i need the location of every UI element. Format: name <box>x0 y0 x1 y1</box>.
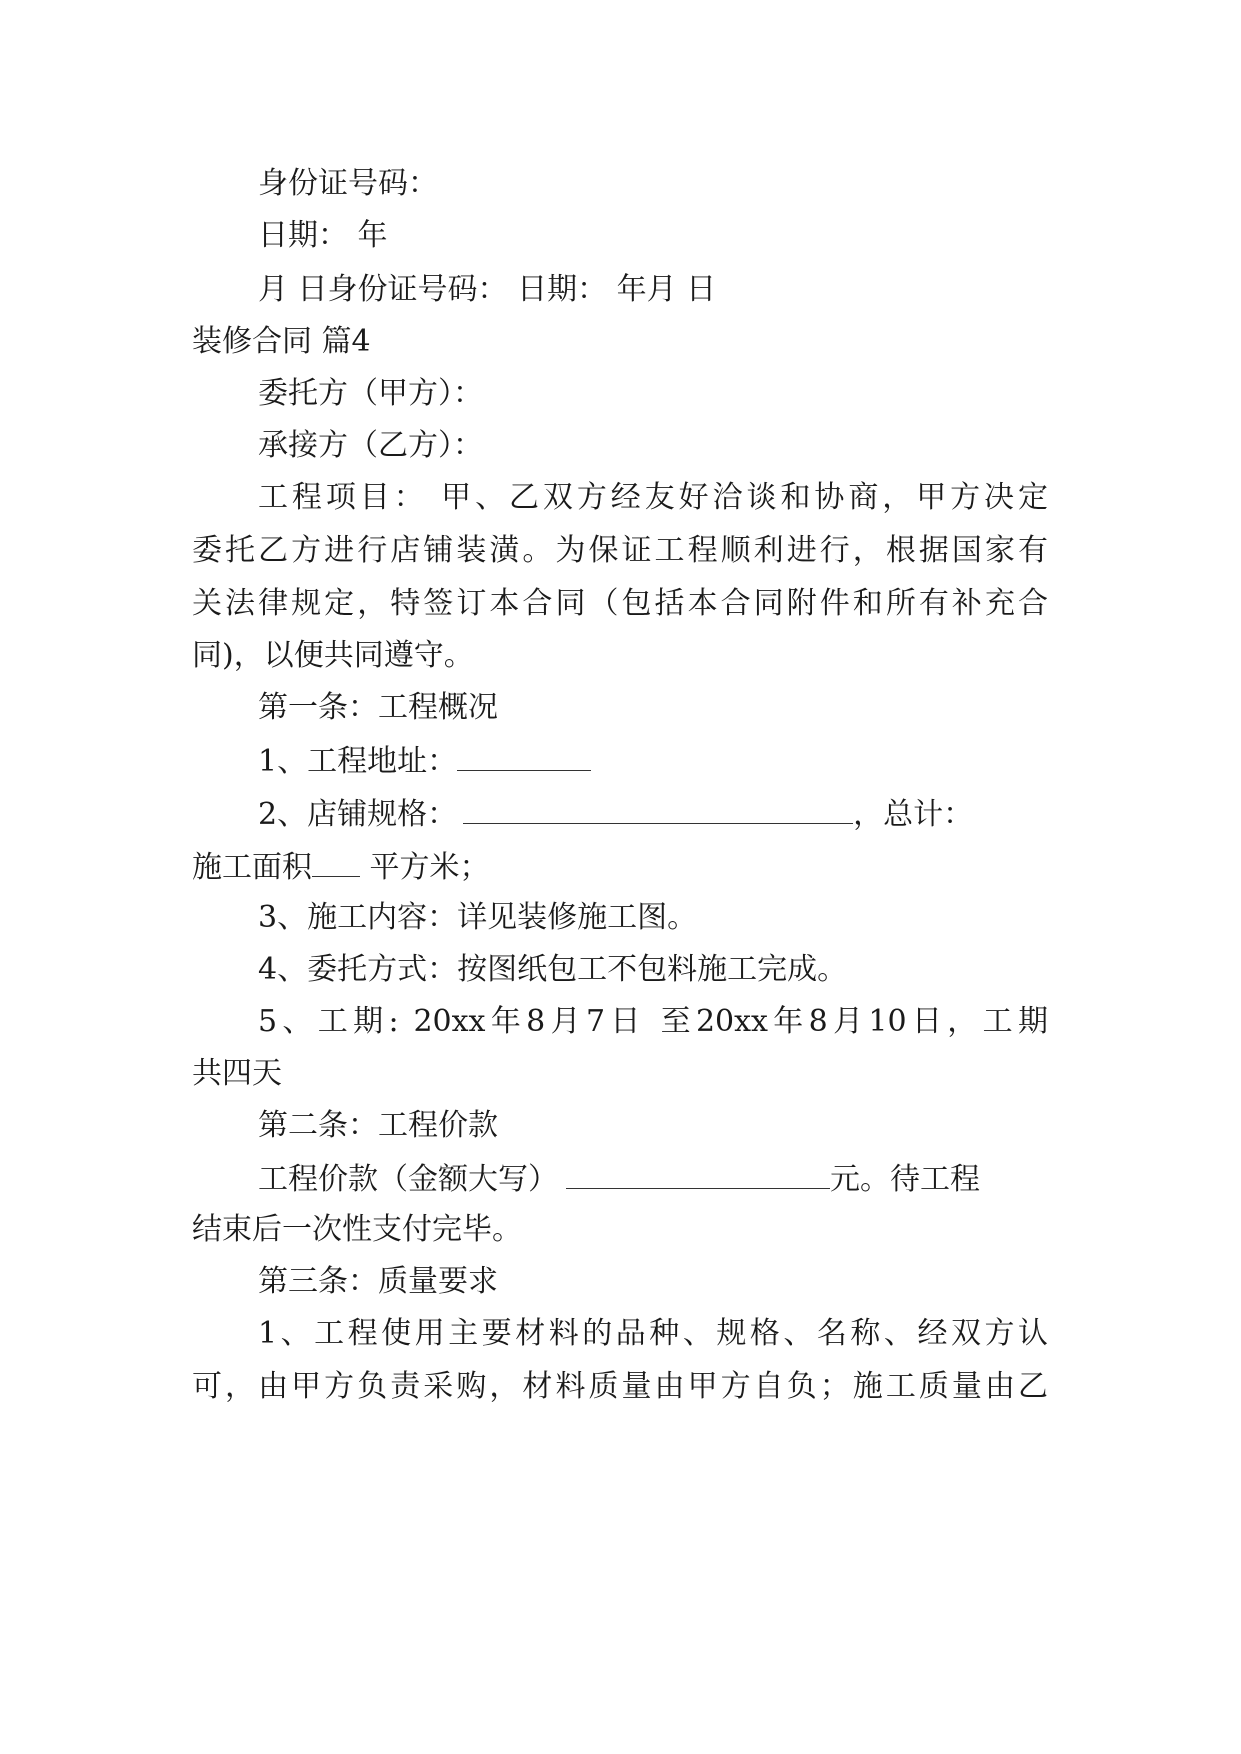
id-number-line: 身份证号码： <box>258 166 438 201</box>
article-one-heading: 第一条：工程概况 <box>258 690 498 725</box>
address-blank <box>457 740 591 771</box>
content-line: 3、施工内容：详见装修施工图。 <box>258 900 698 935</box>
date-line: 日期： 年 <box>258 218 388 253</box>
project-paragraph-line-4: 同)，以便共同遵守。 <box>192 638 474 673</box>
quality-paragraph-line-1: 1、工程使用主要材料的品种、规格、名称、经双方认 <box>258 1316 1048 1351</box>
project-paragraph-line-3: 关法律规定，特签订本合同（包括本合同附件和所有补充合 <box>192 586 1048 621</box>
payment-line: 结束后一次性支付完毕。 <box>192 1212 522 1247</box>
method-line: 4、委托方式：按图纸包工不包料施工完成。 <box>258 952 848 987</box>
spec-line <box>258 793 973 835</box>
area-blank <box>312 846 360 877</box>
price-label: 工程价款（金额大写） <box>258 1162 558 1197</box>
duration-line-2: 共四天 <box>192 1056 282 1091</box>
article-two-heading: 第二条：工程价款 <box>258 1108 498 1143</box>
area-label: 施工面积 <box>192 850 312 885</box>
party-b-line: 承接方（乙方）： <box>258 428 483 463</box>
area-unit: 平方米； <box>360 850 490 885</box>
address-label: 1、工程地址： <box>258 744 458 779</box>
spec-label: 2、店铺规格： <box>258 797 458 832</box>
price-suffix: 元。待工程 <box>830 1162 980 1197</box>
date-id-line: 月 日身份证号码： 日期： 年月 日 <box>258 272 717 307</box>
party-a-line: 委托方（甲方）： <box>258 376 483 411</box>
address-line <box>258 740 591 782</box>
total-label: ，总计： <box>853 797 974 832</box>
project-paragraph-line-1: 工程项目： 甲、乙双方经友好洽谈和协商，甲方决定 <box>258 480 1048 515</box>
article-three-heading: 第三条：质量要求 <box>258 1264 498 1299</box>
price-line <box>258 1158 980 1200</box>
duration-line: 5、工期: 20xx年8月7日 至20xx年8月10日，工期 <box>258 1004 1048 1039</box>
area-line <box>192 846 490 888</box>
spec-blank <box>463 793 853 824</box>
quality-paragraph-line-2: 可，由甲方负责采购，材料质量由甲方自负；施工质量由乙 <box>192 1369 1048 1404</box>
section-heading: 装修合同 篇4 <box>192 324 371 359</box>
price-blank <box>566 1158 830 1189</box>
project-paragraph-line-2: 委托乙方进行店铺装潢。为保证工程顺利进行，根据国家有 <box>192 533 1048 568</box>
